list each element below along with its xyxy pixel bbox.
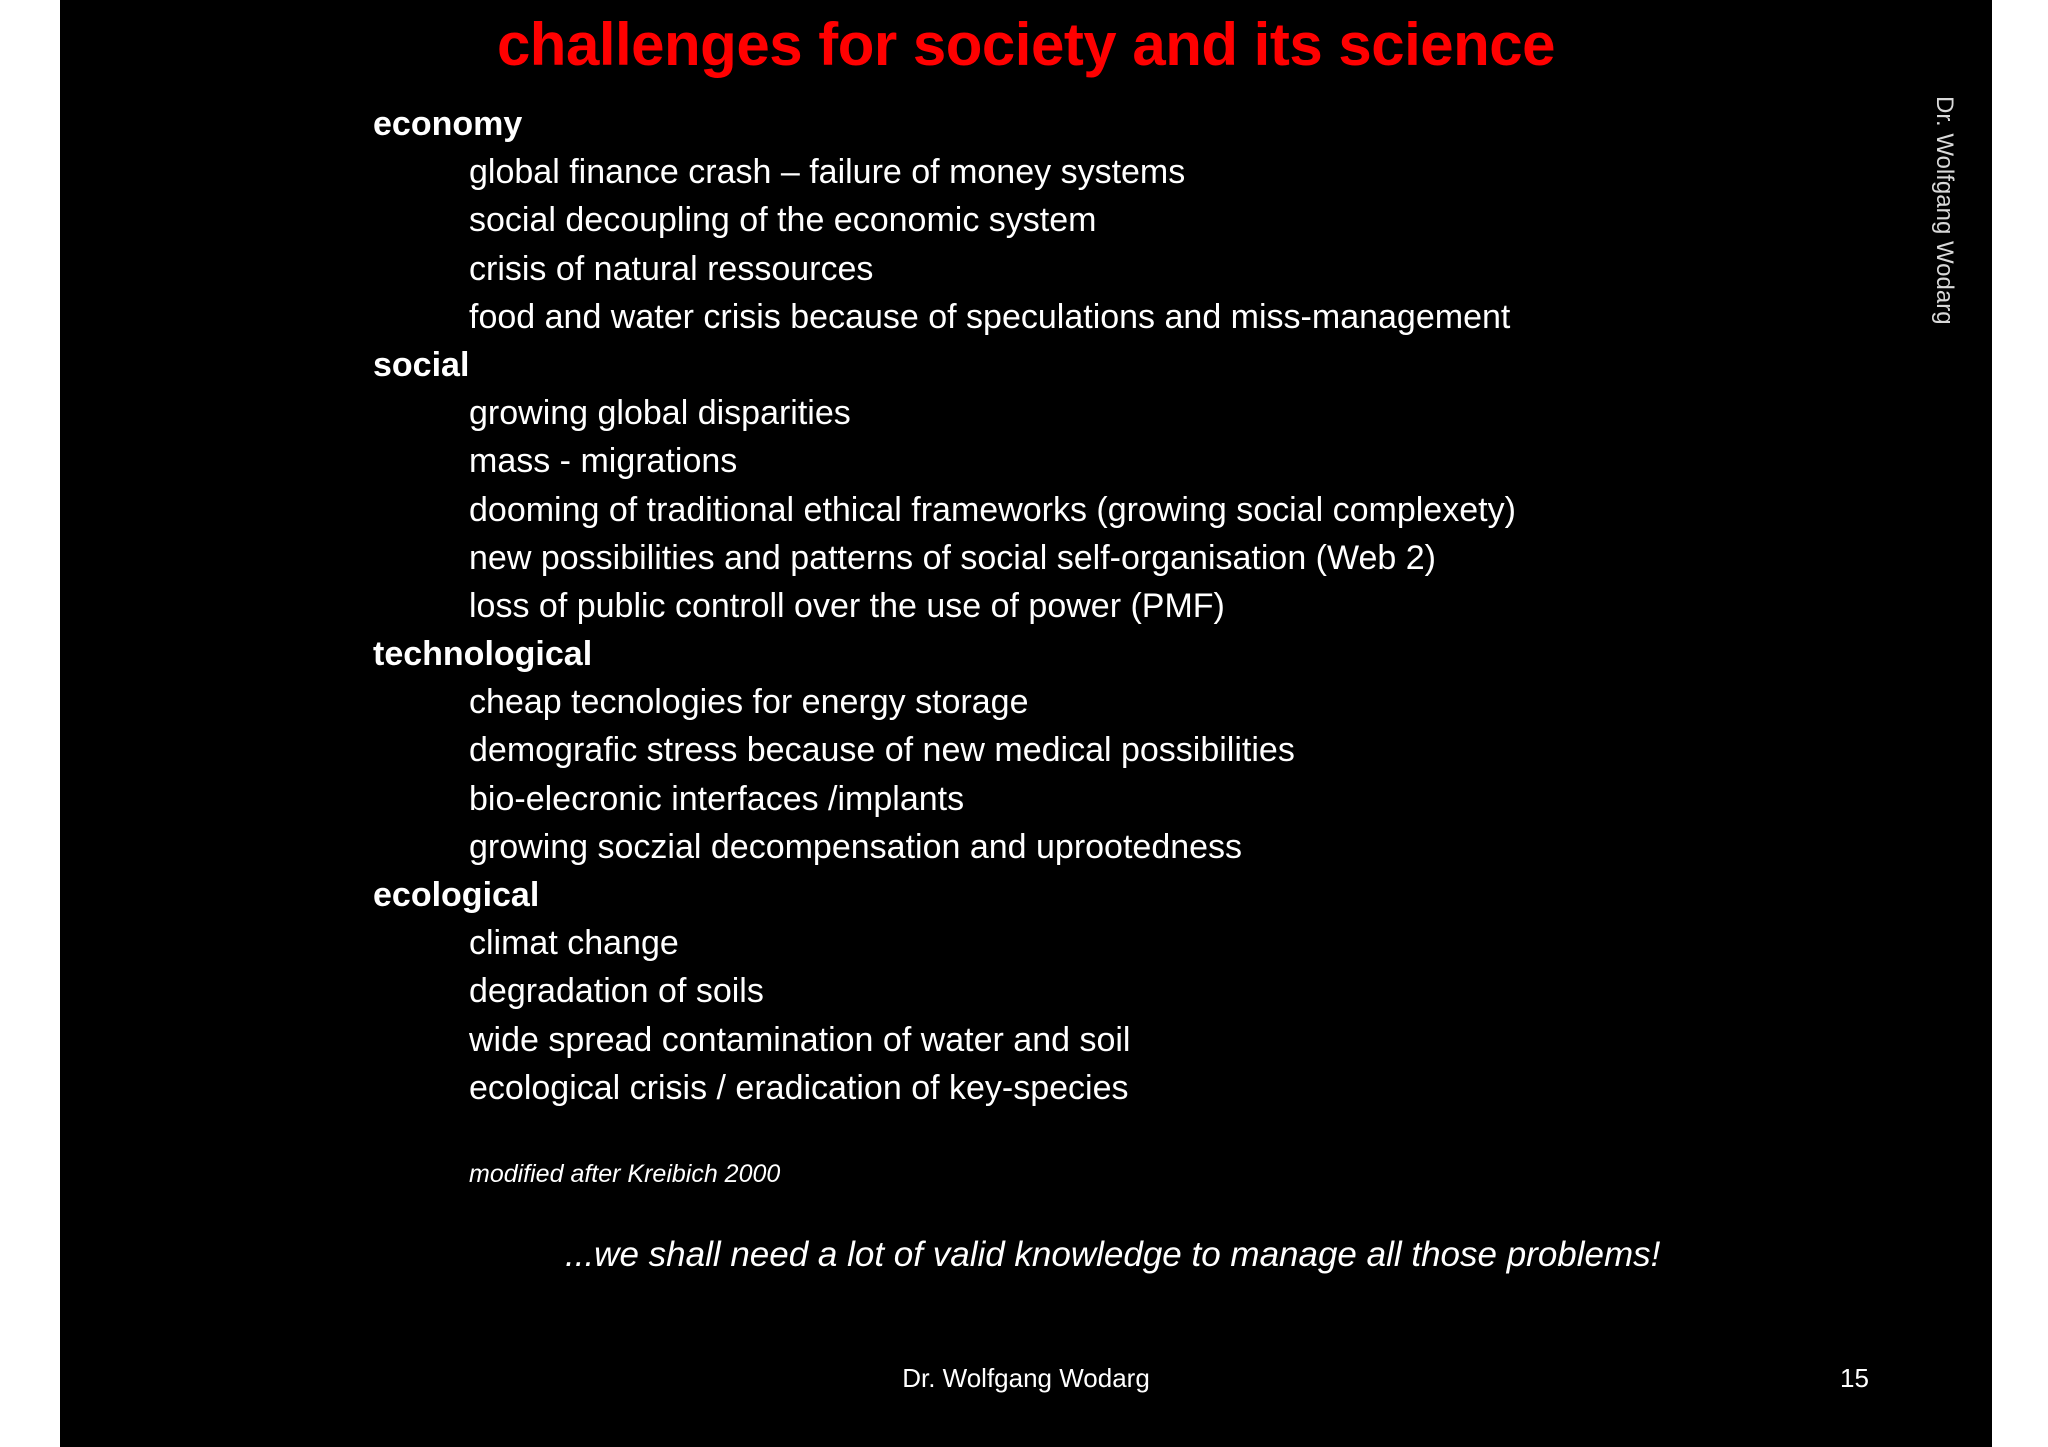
- side-author-label: Dr. Wolfgang Wodarg: [1931, 96, 1958, 325]
- list-item: new possibilities and patterns of social self-organisation (Web 2): [469, 538, 1436, 577]
- section-heading-economy: economy: [373, 105, 523, 143]
- challenge-list: [373, 100, 1773, 1112]
- list-item: dooming of traditional ethical frameworks (growing social complexety): [469, 490, 1516, 529]
- list-item: bio-elecronic interfaces /implants: [469, 779, 965, 818]
- section-heading-social: social: [373, 345, 470, 384]
- list-item: climat change: [469, 924, 679, 963]
- list-item: mass - migrations: [469, 442, 738, 481]
- page-number: 15: [1840, 1363, 1869, 1393]
- list-item: loss of public controll over the use of power (PMF): [469, 586, 1225, 625]
- section-heading-ecological: ecological: [373, 876, 540, 914]
- list-item: cheap tecnologies for energy storage: [469, 683, 1029, 722]
- closing-statement: ...we shall need a lot of valid knowledge to manage all those problems!: [565, 1235, 1661, 1274]
- list-item: crisis of natural ressources: [469, 249, 874, 288]
- list-item: growing soczial decompensation and uprootedness: [469, 827, 1243, 866]
- list-item: demografic stress because of new medical possibilities: [469, 731, 1295, 770]
- footer-author: Dr. Wolfgang Wodarg: [902, 1363, 1150, 1393]
- list-item: wide spread contamination of water and soil: [469, 1020, 1131, 1059]
- section-heading-technological: technological: [373, 635, 593, 674]
- source-note: modified after Kreibich 2000: [469, 1160, 781, 1188]
- list-item: global finance crash – failure of money systems: [469, 153, 1186, 192]
- list-item: social decoupling of the economic system: [469, 201, 1097, 240]
- list-item: ecological crisis / eradication of key-species: [469, 1068, 1129, 1107]
- list-item: food and water crisis because of speculations and miss-management: [469, 297, 1511, 336]
- slide-title: challenges for society and its science: [496, 11, 1556, 78]
- list-item: growing global disparities: [469, 394, 851, 433]
- slide: [60, 0, 1992, 1447]
- list-item: degradation of soils: [469, 972, 764, 1011]
